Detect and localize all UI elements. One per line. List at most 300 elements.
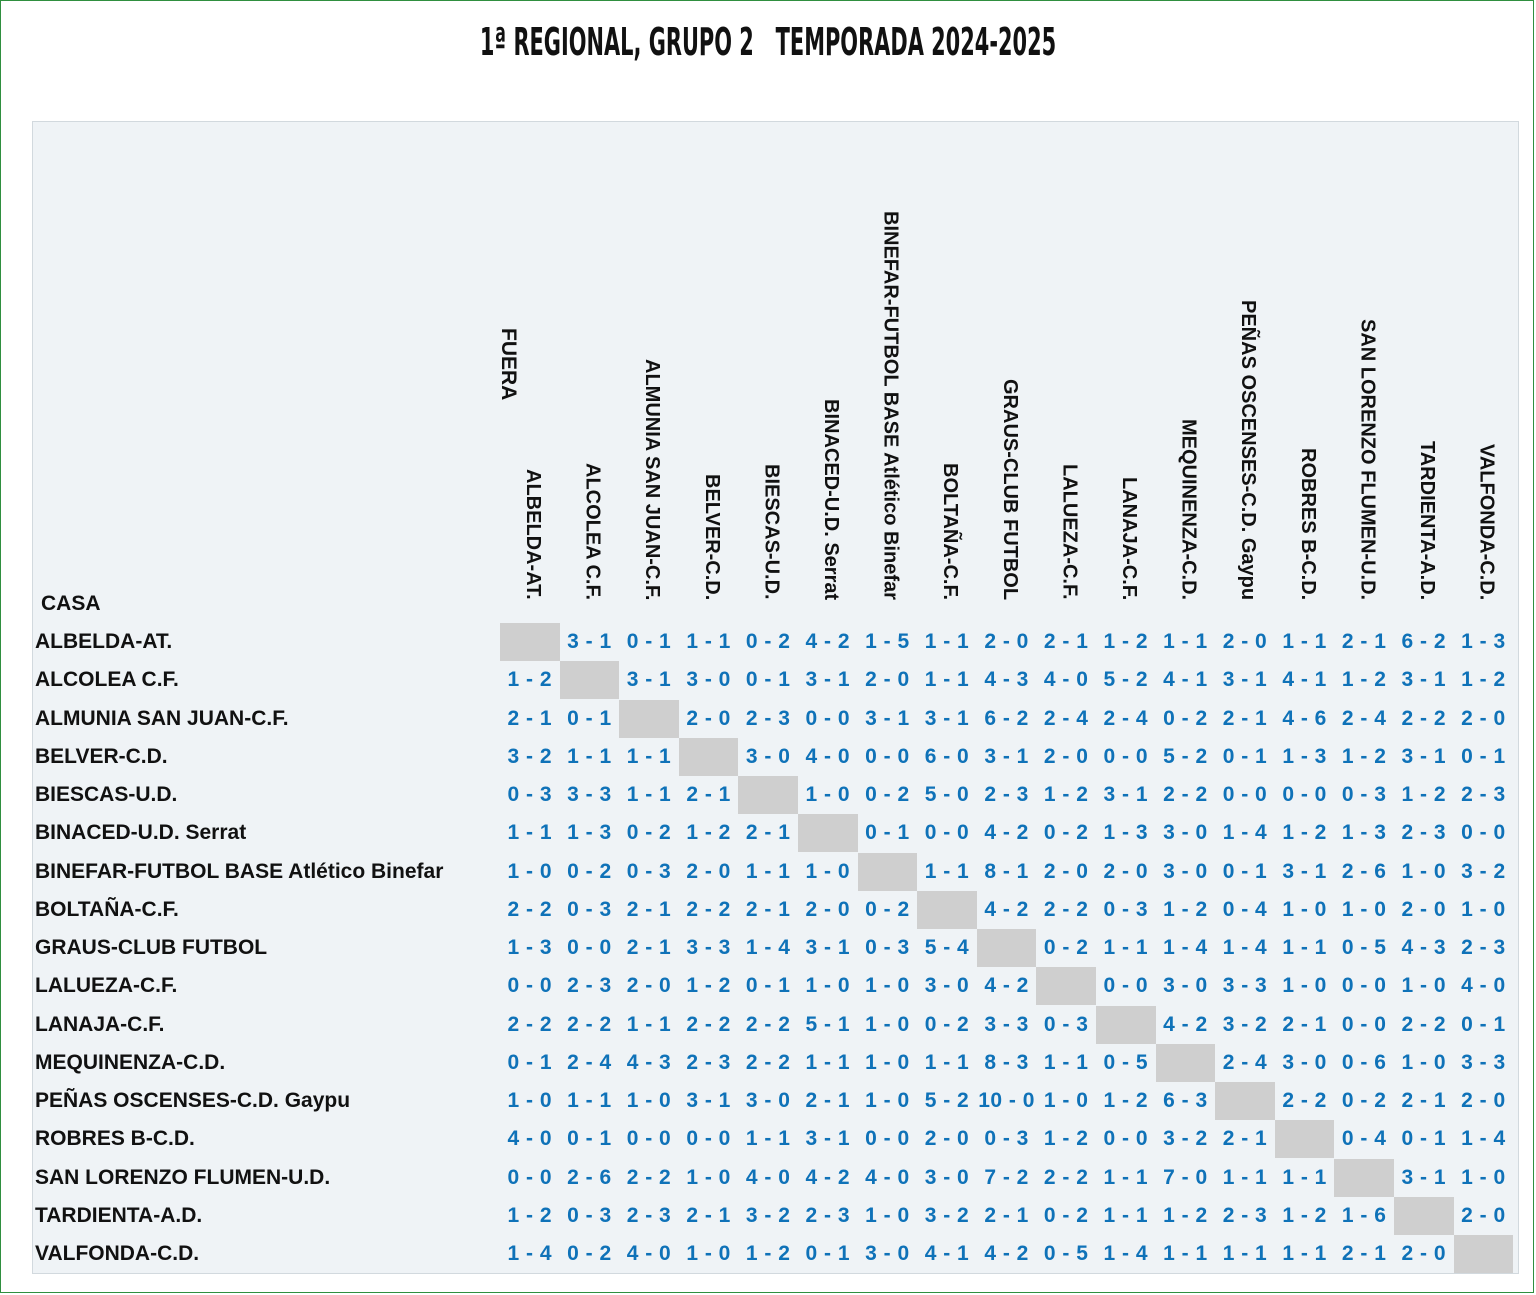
score-cell: 0 - 2 (567, 859, 612, 883)
score-cell: 2 - 1 (805, 1089, 851, 1112)
score-cell: 5 - 1 (805, 1012, 851, 1036)
score-cell: 1 - 2 (1163, 897, 1208, 921)
score-cell: 2 - 1 (745, 897, 791, 921)
score-cell: 1 - 0 (507, 859, 553, 883)
column-header: TARDIENTA-A.D. (1416, 440, 1438, 600)
score-cell: 3 - 1 (984, 744, 1029, 768)
score-cell: 0 - 1 (865, 821, 910, 845)
score-cell: 1 - 0 (805, 974, 851, 998)
score-cell: 7 - 0 (1163, 1165, 1208, 1189)
score-cell: 1 - 1 (1043, 1050, 1089, 1074)
score-cell: 1 - 3 (1282, 744, 1327, 768)
score-cell: 10 - 0 (978, 1089, 1035, 1112)
score-cell: 4 - 2 (984, 1242, 1029, 1265)
score-cell: 2 - 0 (1401, 1242, 1447, 1265)
score-cell: 0 - 0 (1222, 783, 1268, 806)
score-cell: 1 - 1 (1282, 630, 1327, 653)
score-cell: 3 - 0 (1163, 821, 1208, 845)
row-team-name: LANAJA-C.F. (35, 1012, 165, 1036)
score-cell: 1 - 1 (626, 744, 672, 768)
score-cell: 0 - 1 (805, 1242, 851, 1265)
score-cell: 1 - 5 (865, 630, 910, 653)
score-cell: 2 - 1 (1222, 706, 1268, 730)
score-cell: 2 - 4 (1222, 1050, 1268, 1074)
score-cell: 3 - 1 (1401, 668, 1447, 692)
score-cell: 0 - 2 (1043, 936, 1089, 959)
score-cell: 2 - 3 (984, 783, 1029, 806)
diagonal-cell (858, 853, 918, 891)
score-cell: 4 - 3 (626, 1050, 672, 1074)
score-cell: 2 - 0 (1461, 706, 1506, 730)
score-cell: 4 - 3 (1401, 936, 1447, 959)
score-cell: 2 - 6 (1341, 859, 1387, 883)
score-cell: 1 - 0 (865, 1203, 910, 1227)
score-cell: 1 - 0 (686, 1242, 731, 1265)
score-cell: 1 - 0 (1341, 897, 1387, 921)
row-team-name: BINEFAR-FUTBOL BASE Atlético Binefar (35, 859, 444, 883)
score-cell: 1 - 3 (1103, 821, 1149, 845)
score-cell: 0 - 0 (686, 1127, 731, 1151)
score-cell: 1 - 0 (805, 859, 851, 883)
score-cell: 8 - 3 (984, 1050, 1029, 1074)
score-cell: 2 - 1 (1282, 1012, 1327, 1036)
home-axis-label: CASA (41, 592, 101, 615)
score-cell: 1 - 1 (805, 1050, 851, 1074)
score-cell: 2 - 2 (626, 1165, 672, 1189)
score-cell: 0 - 3 (567, 897, 612, 921)
score-cell: 1 - 3 (507, 936, 553, 959)
score-cell: 4 - 2 (984, 897, 1029, 921)
score-cell: 3 - 0 (745, 1089, 791, 1112)
score-cell: 3 - 0 (1282, 1050, 1327, 1074)
score-cell: 0 - 1 (1461, 1012, 1506, 1036)
diagonal-cell (1394, 1197, 1454, 1235)
score-cell: 1 - 1 (924, 630, 970, 653)
diagonal-cell (977, 929, 1037, 967)
score-cell: 1 - 6 (1341, 1203, 1387, 1227)
score-cell: 0 - 0 (1341, 1012, 1387, 1036)
score-cell: 3 - 1 (805, 936, 851, 959)
score-cell: 1 - 0 (865, 974, 910, 998)
score-cell: 3 - 1 (805, 668, 851, 692)
score-cell: 1 - 2 (1103, 630, 1149, 653)
score-cell: 1 - 3 (1461, 630, 1506, 653)
score-cell: 0 - 1 (1222, 744, 1268, 768)
score-cell: 3 - 0 (1163, 859, 1208, 883)
score-cell: 1 - 0 (805, 783, 851, 806)
score-cell: 3 - 2 (1163, 1127, 1208, 1151)
score-cell: 1 - 4 (1222, 821, 1268, 845)
score-cell: 0 - 2 (924, 1012, 970, 1036)
score-cell: 0 - 3 (507, 783, 553, 806)
score-cell: 3 - 1 (567, 630, 612, 653)
score-cell: 0 - 0 (1103, 744, 1149, 768)
score-cell: 4 - 0 (626, 1242, 672, 1265)
score-cell: 2 - 4 (1103, 706, 1149, 730)
score-cell: 1 - 1 (686, 630, 731, 653)
score-cell: 1 - 4 (1222, 936, 1268, 959)
score-cell: 6 - 0 (924, 744, 970, 768)
score-cell: 1 - 2 (745, 1242, 791, 1265)
score-cell: 1 - 0 (865, 1050, 910, 1074)
column-header: VALFONDA-C.D. (1475, 443, 1498, 600)
score-cell: 2 - 1 (984, 1203, 1029, 1227)
score-cell: 0 - 4 (1222, 897, 1268, 921)
row-team-name: BIESCAS-U.D. (35, 783, 178, 806)
score-cell: 0 - 3 (865, 936, 910, 959)
score-cell: 2 - 1 (745, 821, 791, 845)
score-cell: 3 - 1 (865, 706, 910, 730)
row-team-name: BINACED-U.D. Serrat (35, 821, 247, 845)
score-cell: 2 - 1 (507, 706, 553, 730)
score-cell: 4 - 2 (984, 974, 1029, 998)
score-cell: 1 - 1 (1103, 1165, 1149, 1189)
score-cell: 5 - 0 (924, 783, 970, 806)
score-cell: 3 - 3 (984, 1012, 1029, 1036)
score-cell: 2 - 0 (1461, 1089, 1506, 1112)
column-header: BIESCAS-U.D. (760, 464, 783, 600)
score-cell: 0 - 5 (1341, 936, 1387, 959)
score-cell: 0 - 1 (626, 630, 672, 653)
score-cell: 1 - 2 (1163, 1203, 1208, 1227)
score-cell: 2 - 0 (865, 668, 910, 692)
score-cell: 0 - 1 (745, 668, 791, 692)
score-cell: 2 - 3 (626, 1203, 672, 1227)
score-cell: 2 - 2 (745, 1050, 791, 1074)
column-header: MEQUINENZA-C.D. (1177, 418, 1200, 600)
score-cell: 1 - 2 (507, 668, 553, 692)
score-cell: 6 - 2 (1401, 630, 1447, 653)
score-cell: 2 - 0 (924, 1127, 970, 1151)
row-team-name: ALMUNIA SAN JUAN-C.F. (35, 706, 289, 730)
score-cell: 4 - 1 (1163, 668, 1208, 692)
column-header: LALUEZA-C.F. (1058, 464, 1081, 600)
score-cell: 4 - 0 (1461, 974, 1506, 998)
row-team-name: ALCOLEA C.F. (35, 668, 179, 692)
score-cell: 3 - 3 (1461, 1050, 1506, 1074)
score-cell: 0 - 2 (865, 897, 910, 921)
score-cell: 3 - 2 (1222, 1012, 1268, 1036)
score-cell: 0 - 1 (567, 706, 612, 730)
diagonal-cell (1096, 1006, 1156, 1044)
diagonal-cell (1454, 1235, 1514, 1273)
score-cell: 0 - 3 (567, 1203, 612, 1227)
score-cell: 2 - 1 (1043, 630, 1089, 653)
score-cell: 3 - 2 (507, 744, 553, 768)
score-cell: 2 - 3 (567, 974, 612, 998)
score-cell: 3 - 0 (686, 668, 731, 692)
score-cell: 0 - 6 (1341, 1050, 1387, 1074)
score-cell: 1 - 1 (745, 1127, 791, 1151)
score-cell: 4 - 0 (745, 1165, 791, 1189)
diagonal-cell (1215, 1082, 1275, 1120)
score-cell: 2 - 1 (626, 936, 672, 959)
score-cell: 1 - 1 (1282, 1242, 1327, 1265)
diagonal-cell (560, 661, 620, 699)
score-cell: 2 - 0 (1103, 859, 1149, 883)
score-cell: 1 - 1 (626, 783, 672, 806)
score-cell: 2 - 4 (1341, 706, 1387, 730)
score-cell: 3 - 3 (567, 783, 612, 806)
score-cell: 1 - 2 (1341, 744, 1387, 768)
score-cell: 5 - 2 (924, 1089, 970, 1112)
score-cell: 2 - 3 (745, 706, 791, 730)
score-cell: 2 - 0 (805, 897, 851, 921)
score-cell: 2 - 2 (745, 1012, 791, 1036)
score-cell: 5 - 2 (1163, 744, 1208, 768)
score-cell: 1 - 2 (1282, 821, 1327, 845)
column-header: BINACED-U.D. Serrat (820, 398, 842, 600)
score-cell: 2 - 2 (1043, 897, 1089, 921)
score-cell: 3 - 0 (865, 1242, 910, 1265)
score-cell: 2 - 0 (1222, 630, 1268, 653)
score-cell: 1 - 1 (567, 1089, 612, 1112)
score-cell: 2 - 2 (567, 1012, 612, 1036)
score-cell: 0 - 2 (865, 783, 910, 806)
score-cell: 3 - 0 (924, 1165, 970, 1189)
score-cell: 0 - 0 (507, 1165, 553, 1189)
score-cell: 1 - 3 (1341, 821, 1387, 845)
score-cell: 2 - 2 (1282, 1089, 1327, 1112)
score-cell: 1 - 2 (1401, 783, 1447, 806)
score-cell: 1 - 2 (686, 974, 731, 998)
score-cell: 0 - 3 (1341, 783, 1387, 806)
score-cell: 1 - 0 (1043, 1089, 1089, 1112)
score-cell: 2 - 0 (1461, 1203, 1506, 1227)
score-cell: 1 - 0 (1461, 897, 1506, 921)
score-cell: 1 - 0 (1401, 974, 1447, 998)
row-team-name: VALFONDA-C.D. (35, 1242, 200, 1265)
score-cell: 1 - 1 (1163, 630, 1208, 653)
score-cell: 0 - 0 (924, 821, 970, 845)
score-cell: 2 - 3 (1401, 821, 1447, 845)
score-cell: 2 - 2 (1043, 1165, 1089, 1189)
score-cell: 2 - 3 (1461, 936, 1506, 959)
score-cell: 0 - 3 (1103, 897, 1149, 921)
score-cell: 3 - 2 (1461, 859, 1506, 883)
score-cell: 0 - 0 (1461, 821, 1506, 845)
score-cell: 3 - 1 (805, 1127, 851, 1151)
score-cell: 2 - 0 (686, 706, 731, 730)
column-header: SAN LORENZO FLUMEN-U.D. (1356, 318, 1379, 600)
row-team-name: BELVER-C.D. (35, 744, 168, 768)
score-cell: 2 - 3 (1222, 1203, 1268, 1227)
score-cell: 3 - 0 (1163, 974, 1208, 998)
score-cell: 2 - 0 (686, 859, 731, 883)
score-cell: 2 - 1 (1341, 1242, 1387, 1265)
score-cell: 1 - 0 (1401, 1050, 1447, 1074)
score-cell: 0 - 0 (1103, 1127, 1149, 1151)
score-cell: 3 - 1 (924, 706, 970, 730)
score-cell: 3 - 0 (745, 744, 791, 768)
row-team-name: LALUEZA-C.F. (35, 974, 178, 998)
score-cell: 4 - 3 (984, 668, 1029, 692)
diagonal-cell (619, 700, 679, 738)
score-cell: 2 - 1 (626, 897, 672, 921)
score-cell: 1 - 1 (567, 744, 612, 768)
score-cell: 1 - 1 (1103, 1203, 1149, 1227)
page-title: 1ª REGIONAL, GRUPO 2 TEMPORADA 2024-2025 (479, 20, 1057, 64)
score-cell: 1 - 0 (1282, 974, 1327, 998)
score-cell: 3 - 3 (1222, 974, 1268, 998)
away-axis-label: FUERA (497, 328, 520, 401)
score-cell: 2 - 2 (507, 1012, 553, 1036)
score-cell: 2 - 1 (686, 783, 731, 806)
column-header: ALCOLEA C.F. (581, 462, 604, 600)
score-cell: 0 - 1 (1461, 744, 1506, 768)
score-cell: 0 - 0 (805, 706, 851, 730)
score-cell: 3 - 1 (1401, 744, 1447, 768)
score-cell: 2 - 0 (626, 974, 672, 998)
score-cell: 1 - 2 (1341, 668, 1387, 692)
column-header: PEÑAS OSCENSES-C.D. Gaypu (1237, 299, 1260, 600)
score-cell: 3 - 3 (686, 936, 731, 959)
score-cell: 1 - 4 (507, 1242, 553, 1265)
score-cell: 0 - 5 (1043, 1242, 1089, 1265)
diagonal-cell (1275, 1120, 1335, 1158)
score-cell: 0 - 2 (626, 821, 672, 845)
score-cell: 1 - 1 (924, 859, 970, 883)
score-cell: 3 - 2 (924, 1203, 970, 1227)
score-cell: 1 - 1 (626, 1012, 672, 1036)
row-team-name: SAN LORENZO FLUMEN-U.D. (35, 1165, 331, 1189)
score-cell: 1 - 4 (1103, 1242, 1149, 1265)
score-cell: 4 - 1 (924, 1242, 970, 1265)
score-cell: 0 - 0 (865, 744, 910, 768)
score-cell: 1 - 4 (1163, 936, 1208, 959)
score-cell: 1 - 1 (1222, 1165, 1268, 1189)
score-cell: 1 - 0 (865, 1012, 910, 1036)
score-cell: 2 - 1 (1341, 630, 1387, 653)
score-cell: 0 - 1 (567, 1127, 612, 1151)
score-cell: 1 - 2 (1282, 1203, 1327, 1227)
score-cell: 1 - 0 (865, 1089, 910, 1112)
row-team-name: BOLTAÑA-C.F. (35, 897, 179, 921)
score-cell: 4 - 2 (984, 821, 1029, 845)
score-cell: 0 - 0 (507, 974, 553, 998)
score-cell: 4 - 2 (1163, 1012, 1208, 1036)
score-cell: 2 - 2 (1163, 783, 1208, 806)
score-cell: 2 - 2 (1401, 706, 1447, 730)
column-header: ALMUNIA SAN JUAN-C.F. (641, 358, 664, 600)
row-team-name: ALBELDA-AT. (35, 630, 173, 653)
diagonal-cell (738, 776, 798, 814)
score-cell: 1 - 1 (1282, 936, 1327, 959)
score-cell: 2 - 4 (1043, 706, 1089, 730)
row-team-name: GRAUS-CLUB FUTBOL (35, 936, 268, 959)
score-cell: 2 - 1 (686, 1203, 731, 1227)
score-cell: 1 - 1 (507, 821, 553, 845)
score-cell: 0 - 2 (1043, 821, 1089, 845)
score-cell: 0 - 0 (1282, 783, 1327, 806)
column-header: GRAUS-CLUB FUTBOL (998, 378, 1021, 600)
score-cell: 0 - 0 (865, 1127, 910, 1151)
score-cell: 1 - 0 (1282, 897, 1327, 921)
score-cell: 0 - 3 (984, 1127, 1029, 1151)
score-cell: 3 - 1 (1103, 783, 1149, 806)
score-cell: 2 - 1 (1222, 1127, 1268, 1151)
row-team-name: ROBRES B-C.D. (35, 1127, 195, 1151)
diagonal-cell (1036, 967, 1096, 1005)
diagonal-cell (1334, 1159, 1394, 1197)
score-cell: 3 - 1 (1282, 859, 1327, 883)
score-cell: 3 - 1 (686, 1089, 731, 1112)
score-cell: 0 - 3 (1043, 1012, 1089, 1036)
score-cell: 1 - 1 (1282, 1165, 1327, 1189)
score-cell: 0 - 2 (1163, 706, 1208, 730)
score-cell: 2 - 2 (686, 897, 731, 921)
score-cell: 7 - 2 (984, 1165, 1029, 1189)
score-cell: 4 - 0 (1043, 668, 1089, 692)
score-cell: 2 - 0 (984, 630, 1029, 653)
score-cell: 1 - 4 (1461, 1127, 1506, 1151)
score-cell: 1 - 2 (1043, 783, 1089, 806)
score-cell: 2 - 2 (1401, 1012, 1447, 1036)
score-cell: 3 - 1 (1401, 1165, 1447, 1189)
score-cell: 1 - 1 (1163, 1242, 1208, 1265)
score-cell: 4 - 2 (805, 630, 851, 653)
score-cell: 4 - 2 (805, 1165, 851, 1189)
score-cell: 0 - 2 (1043, 1203, 1089, 1227)
score-cell: 1 - 2 (1043, 1127, 1089, 1151)
row-team-name: TARDIENTA-A.D. (35, 1203, 203, 1227)
column-header: ALBELDA-AT. (522, 469, 544, 600)
score-cell: 1 - 0 (686, 1165, 731, 1189)
score-cell: 2 - 3 (1461, 783, 1506, 806)
score-cell: 1 - 4 (745, 936, 791, 959)
score-cell: 0 - 0 (567, 936, 612, 959)
score-cell: 2 - 4 (567, 1050, 612, 1074)
diagonal-cell (1156, 1044, 1216, 1082)
score-cell: 6 - 3 (1163, 1089, 1208, 1112)
score-cell: 1 - 2 (686, 821, 731, 845)
score-cell: 2 - 1 (1401, 1089, 1447, 1112)
score-cell: 3 - 2 (745, 1203, 791, 1227)
score-cell: 0 - 1 (1222, 859, 1268, 883)
diagonal-cell (679, 738, 739, 776)
score-cell: 4 - 0 (865, 1165, 910, 1189)
column-header: LANAJA-C.F. (1118, 476, 1140, 600)
score-cell: 3 - 0 (924, 974, 970, 998)
column-header: ROBRES B-C.D. (1296, 447, 1319, 600)
score-cell: 5 - 4 (924, 936, 970, 959)
score-cell: 0 - 1 (507, 1050, 553, 1074)
score-cell: 1 - 2 (507, 1203, 553, 1227)
score-cell: 1 - 2 (1461, 668, 1506, 692)
score-cell: 0 - 0 (1341, 974, 1387, 998)
score-cell: 1 - 0 (1461, 1165, 1506, 1189)
score-cell: 3 - 1 (1222, 668, 1268, 692)
score-cell: 0 - 5 (1103, 1050, 1149, 1074)
score-cell: 0 - 1 (1401, 1127, 1447, 1151)
score-cell: 8 - 1 (984, 859, 1029, 883)
score-cell: 0 - 2 (1341, 1089, 1387, 1112)
row-team-name: MEQUINENZA-C.D. (35, 1050, 226, 1074)
score-cell: 3 - 1 (626, 668, 672, 692)
column-header: BOLTAÑA-C.F. (939, 462, 962, 600)
score-cell: 0 - 0 (1103, 974, 1149, 998)
score-cell: 2 - 2 (686, 1012, 731, 1036)
score-cell: 1 - 2 (1103, 1089, 1149, 1112)
score-cell: 1 - 1 (924, 1050, 970, 1074)
score-cell: 1 - 1 (745, 859, 791, 883)
score-cell: 4 - 6 (1282, 706, 1327, 730)
score-cell: 0 - 0 (626, 1127, 672, 1151)
score-cell: 0 - 4 (1341, 1127, 1387, 1151)
score-cell: 2 - 3 (805, 1203, 851, 1227)
score-cell: 2 - 0 (1043, 744, 1089, 768)
score-cell: 0 - 2 (745, 630, 791, 653)
